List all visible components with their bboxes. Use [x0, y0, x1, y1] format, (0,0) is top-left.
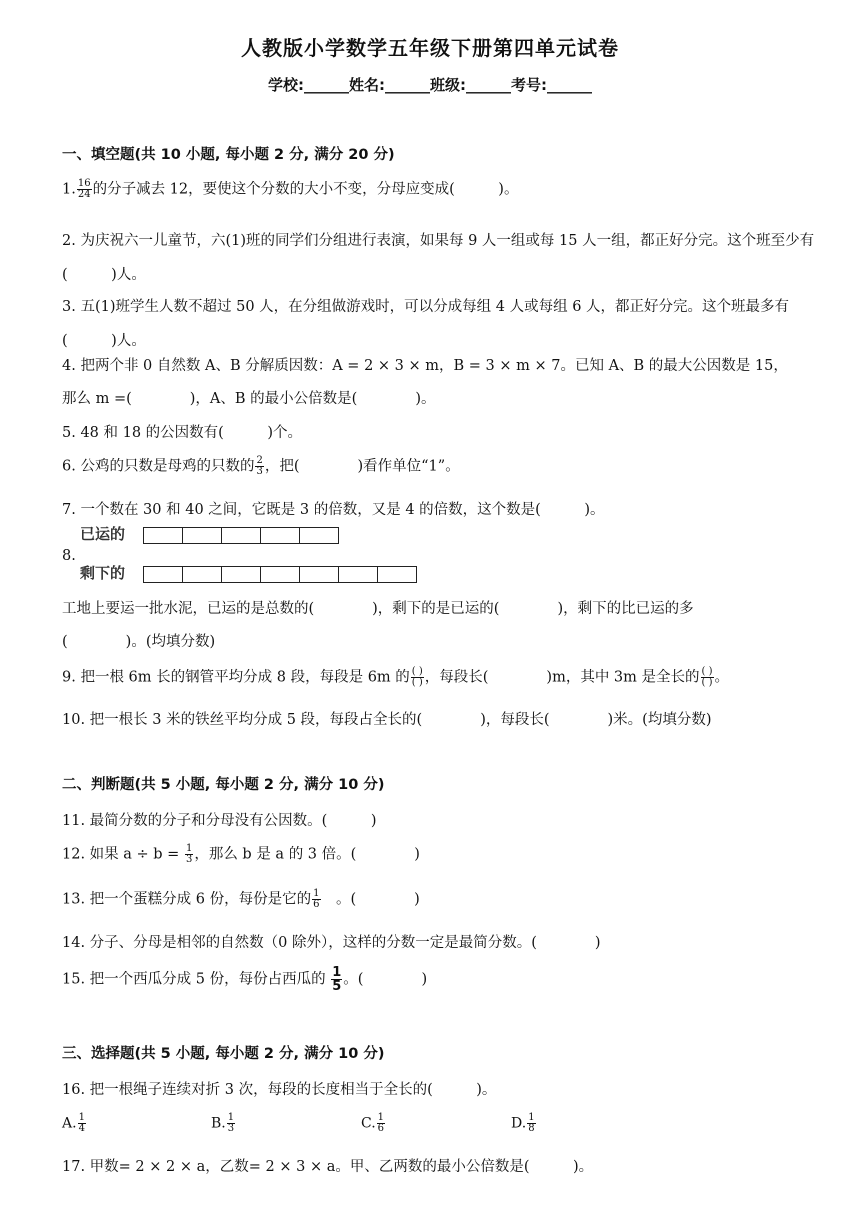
- question-4-line-2: 那么 m =( )，A、B 的最小公倍数是( )。: [62, 391, 436, 407]
- question-4-line-1: 4. 把两个非 0 自然数 A、B 分解质因数：A = 2 × 3 × m，B = 3 × m × 7。已知 A、B 的最大公因数是 15，: [62, 358, 788, 374]
- option-b[interactable]: B. $\frac{1}{3}$: [211, 1112, 235, 1134]
- bar-cell: [299, 527, 339, 544]
- q9-text-mid: ，每段长( )m，其中 3m 是全长的: [424, 669, 700, 686]
- bar-cell: [182, 527, 222, 544]
- question-2: 2. 为庆祝六一儿童节，六(1)班的同学们分组进行表演，如果每 9 人一组或每 15 人一组，都正好分完。这个班至少有( )人。: [62, 233, 815, 283]
- fraction-16-24: $\frac{16}{24}$: [77, 178, 91, 200]
- option-c[interactable]: C. $\frac{1}{6}$: [361, 1112, 385, 1134]
- q6-text-end: ，把( )看作单位“1”。: [264, 458, 460, 475]
- question-12: [62, 844, 420, 865]
- question-15: [62, 966, 427, 993]
- blank-fraction[interactable]: $\frac{( )}{( )}$: [411, 666, 423, 688]
- bar-cell: [221, 527, 261, 544]
- blank-fraction[interactable]: $\frac{( )}{( )}$: [701, 666, 713, 688]
- student-info-line: 学校:______姓名:______班级:______考号:______: [268, 76, 592, 94]
- q1-number: 1.: [62, 181, 76, 198]
- question-10: 10. 把一根长 3 米的铁丝平均分成 5 段，每段占全长的( )，每段长( )米。(均填分数): [62, 712, 712, 728]
- fraction-2-3: $\frac{2}{3}$: [256, 455, 263, 477]
- q15-text-start: 15. 把一个西瓜分成 5 份，每份占西瓜的: [62, 971, 331, 988]
- question-1: [62, 179, 518, 200]
- remaining-label: 剩下的: [80, 564, 126, 582]
- bar-cell: [221, 566, 261, 583]
- exam-title: 人教版小学数学五年级下册第四单元试卷: [241, 36, 619, 60]
- q12-text-end: ，那么 b 是 a 的 3 倍。( ): [194, 846, 420, 863]
- fraction-1-5: $\frac{1}{5}$: [332, 965, 342, 994]
- q6-text-start: 6. 公鸡的只数是母鸡的只数的: [62, 458, 255, 475]
- bar-cell: [299, 566, 339, 583]
- question-11: 11. 最简分数的分子和分母没有公因数。( ): [62, 813, 377, 829]
- option-d[interactable]: D. $\frac{1}{8}$: [511, 1112, 535, 1134]
- question-3: 3. 五(1)班学生人数不超过 50 人，在分组做游戏时，可以分成每组 4 人或每组 6 人，都正好分完。这个班最多有( )人。: [62, 299, 790, 349]
- question-6: [62, 456, 460, 477]
- q9-text-end: 。: [714, 669, 730, 686]
- option-a[interactable]: A. $\frac{1}{4}$: [62, 1112, 85, 1134]
- section-heading-fill-in: 一、填空题(共 10 小题, 每小题 2 分, 满分 20 分): [62, 147, 395, 163]
- question-7: 7. 一个数在 30 和 40 之间，它既是 3 的倍数，又是 4 的倍数，这个数是( )。: [62, 502, 605, 518]
- question-14: 14. 分子、分母是相邻的自然数（0 除外），这样的分数一定是最简分数。( ): [62, 935, 601, 951]
- q13-text-start: 13. 把一个蛋糕分成 6 份，每份是它的: [62, 891, 312, 908]
- q12-text-start: 12. 如果 a ÷ b =: [62, 846, 184, 863]
- question-9: [62, 667, 729, 688]
- bar-cell: [260, 527, 300, 544]
- bar-cell: [143, 566, 183, 583]
- q9-text-start: 9. 把一根 6m 长的钢管平均分成 8 段，每段是 6m 的: [62, 669, 410, 686]
- q8-number: 8.: [62, 548, 76, 564]
- bar-cell: [260, 566, 300, 583]
- q13-text-end: 。( ): [321, 891, 420, 908]
- question-13: [62, 889, 420, 910]
- bar-cell: [338, 566, 378, 583]
- section-heading-multiple-choice: 三、选择题(共 5 小题, 每小题 2 分, 满分 10 分): [62, 1046, 385, 1062]
- shipped-label: 已运的: [80, 525, 126, 543]
- question-8-line-2: ( )。(均填分数): [62, 634, 216, 650]
- question-5: 5. 48 和 18 的公因数有( )个。: [62, 425, 302, 441]
- bar-cell: [182, 566, 222, 583]
- q15-text-end: 。( ): [343, 971, 428, 988]
- bar-cell: [377, 566, 417, 583]
- remaining-bar: [143, 566, 417, 583]
- shipped-bar: [143, 527, 339, 544]
- q1-text: 的分子减去 12，要使这个分数的大小不变，分母应变成( )。: [92, 181, 519, 198]
- question-17: 17. 甲数= 2 × 2 × a，乙数= 2 × 3 × a。甲、乙两数的最小公倍数是( )。: [62, 1159, 594, 1175]
- fraction-1-6: $\frac{1}{6}$: [313, 888, 320, 910]
- section-heading-true-false: 二、判断题(共 5 小题, 每小题 2 分, 满分 10 分): [62, 777, 385, 793]
- fraction-1-3: $\frac{1}{3}$: [185, 843, 193, 865]
- question-8-line-1: 工地上要运一批水泥，已运的是总数的( )，剩下的是已运的( )，剩下的比已运的多: [62, 601, 694, 617]
- bar-cell: [143, 527, 183, 544]
- question-16: 16. 把一根绳子连续对折 3 次，每段的长度相当于全长的( )。: [62, 1082, 497, 1098]
